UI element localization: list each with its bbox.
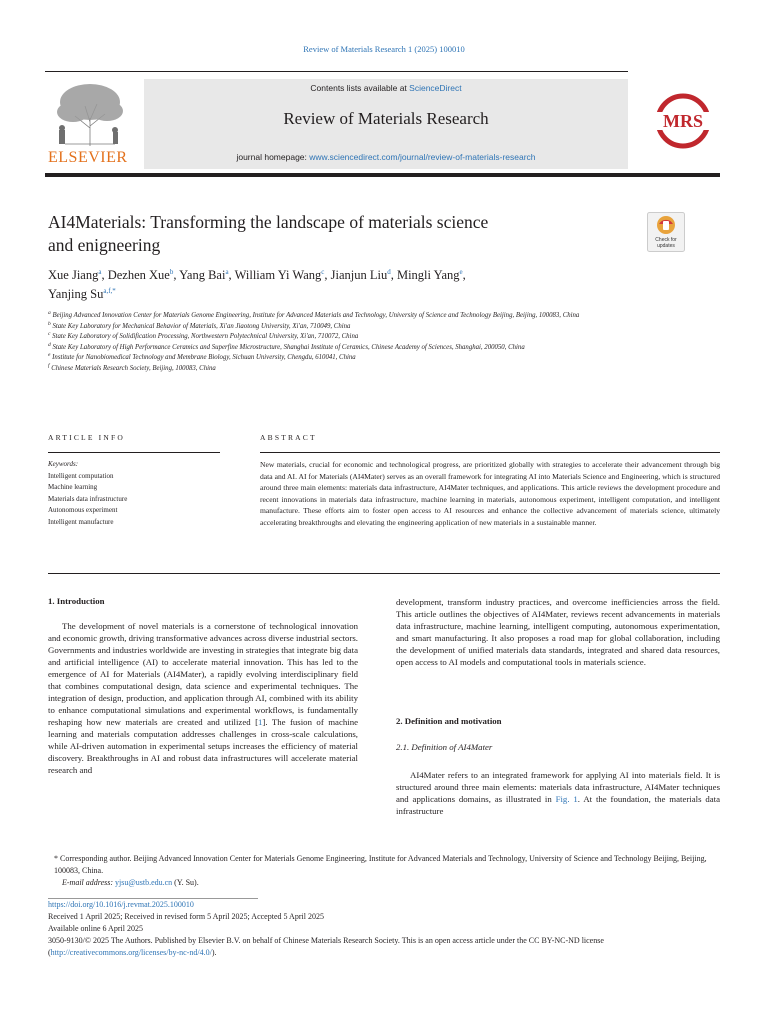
- email-line: [48, 877, 720, 889]
- author-separator: ,: [228, 268, 235, 282]
- journal-homepage-line: [144, 152, 628, 162]
- author-list: [48, 266, 648, 304]
- author-separator: ,: [173, 268, 180, 282]
- affiliation-text: State Key Laboratory of Solidification Processing, Northwestern Polytechnical University, Xi'an, 710072, China: [52, 333, 359, 340]
- abstract-rule: [260, 452, 720, 453]
- article-info-heading: ARTICLE INFO: [48, 433, 125, 442]
- definition-text-part-1: AI4Mater refers to an integrated framework for applying AI into materials field. It is structured around three main elements: materials data infrastructure, AI4Mater techniques and applications domains, as illustrated in: [396, 770, 720, 804]
- title-line-1: AI4Materials: Transforming the landscape of materials science: [48, 212, 489, 232]
- license-text: 3050-9130/© 2025 The Authors. Published by Elsevier B.V. on behalf of Chinese Materials Research Society. This is an open access article under the CC BY-NC-ND license (: [48, 936, 604, 957]
- author-affiliation-mark[interactable]: b: [169, 268, 174, 276]
- journal-banner: [144, 79, 628, 169]
- section-2-heading: 2. Definition and motivation: [396, 716, 502, 726]
- keyword-item[interactable]: Autonomous experiment: [48, 506, 118, 514]
- author-name[interactable]: Jianjun Liu: [330, 268, 388, 282]
- sciencedirect-link[interactable]: ScienceDirect: [409, 83, 462, 93]
- check-updates-line-1: Check for: [655, 237, 677, 243]
- email-link[interactable]: yjsu@ustb.edu.cn: [115, 878, 173, 887]
- section-1-heading: 1. Introduction: [48, 596, 105, 606]
- article-info-rule: [48, 452, 220, 453]
- check-updates-line-2: updates: [657, 243, 675, 249]
- journal-reference-link[interactable]: Review of Materials Research 1 (2025) 100010: [303, 44, 465, 54]
- affiliation-key: a: [48, 310, 51, 316]
- title-line-2: and enigneering: [48, 235, 161, 255]
- keywords-block: [48, 459, 218, 528]
- journal-title[interactable]: Review of Materials Research: [283, 109, 489, 128]
- author-separator: ,: [101, 268, 108, 282]
- author-name[interactable]: William Yi Wang: [234, 268, 322, 282]
- affiliation-item: [48, 311, 638, 322]
- affiliation-key: c: [48, 331, 51, 337]
- affiliation-item: [48, 343, 638, 354]
- keyword-item[interactable]: Machine learning: [48, 483, 98, 491]
- definition-paragraph: [396, 769, 720, 817]
- check-for-updates-icon[interactable]: [647, 212, 685, 252]
- affiliation-key: b: [48, 320, 51, 327]
- affiliation-item: [48, 353, 638, 364]
- section-2-1-heading: 2.1. Definition of AI4Mater: [396, 742, 493, 752]
- email-suffix: (Y. Su).: [172, 878, 199, 887]
- affiliation-key: d: [48, 341, 51, 348]
- intro-continued-paragraph: development, transform industry practices, and overcome inefficiencies arross the field. This article outlines the objectives of AI4Mater, reviews recent advancements in materials data infrastructure, machine learning, intelligent computing, autonomous experimentation, and smart manufacturing. It also proposes a road map for global collaboration, including the development of unified materials data standards, integrated and shared data resources, open access to AI models and computational tools in materials science.: [396, 597, 720, 667]
- keyword-item[interactable]: Materials data infrastructure: [48, 494, 128, 503]
- affiliation-key: f: [48, 362, 50, 369]
- affiliation-item: [48, 322, 638, 333]
- intro-text-part-2: ]. The fusion of machine learning and materials computation addresses challenges in cross-scale calculations, while AI-driven automation in experimental setups increases the efficiency of material discovery. Breakthroughs in AI and robust data infrastructures will accelerate material research and: [48, 717, 358, 775]
- journal-homepage-link[interactable]: www.sciencedirect.com/journal/review-of-materials-research: [309, 152, 536, 162]
- affiliation-key: e: [48, 352, 51, 358]
- author-separator: ,: [390, 268, 397, 282]
- author-affiliation-mark[interactable]: a,f,*: [103, 287, 116, 295]
- intro-paragraph: [48, 620, 358, 776]
- abstract-bottom-rule: [48, 573, 720, 574]
- license-end: ).: [211, 948, 217, 957]
- affiliation-text: Chinese Materials Research Society, Beijing, 100083, China: [51, 364, 216, 372]
- intro-text-part-1: The development of novel materials is a cornerstone of technological innovation and economic growth, driving transformative advances across diverse industrial sectors. Governments and industries worldwide are investing in strategies that integrate big data and artificial intelligence (AI) to accelerate material innovation. This has led to the emergence of AI for Materials (AI4Mater), a rapidly evolving interdisciplinary field that combines computational design, data science and experimental techniques. The integration of design, production, and application through AI, combined with its ability to enhance computational simulations and experimental workflows, is fundamentally reshaping how new materials are created and utilized [: [48, 621, 358, 727]
- contents-prefix: Contents lists available at: [310, 83, 410, 93]
- author-separator: ,: [324, 268, 331, 282]
- author-separator: ,: [462, 268, 466, 282]
- license-link[interactable]: http://creativecommons.org/licenses/by-nc-nd/4.0/: [50, 948, 212, 957]
- license-statement: [48, 935, 720, 959]
- keyword-item[interactable]: Intelligent manufacture: [48, 517, 114, 526]
- author-affiliation-mark[interactable]: e: [459, 268, 463, 276]
- keywords-label: Keywords:: [48, 460, 79, 468]
- citation-link[interactable]: 1: [258, 717, 263, 727]
- author-name[interactable]: Mingli Yang: [396, 268, 460, 282]
- definition-text-part-2: . At the foundation, the materials data infrastructure: [396, 794, 720, 816]
- article-title: [48, 211, 608, 257]
- author-affiliation-mark[interactable]: a: [225, 268, 229, 276]
- email-label: E-mail address:: [62, 878, 116, 887]
- contents-available-line: [144, 83, 628, 93]
- corresponding-author-footnote: [48, 853, 720, 889]
- header-thick-rule: [45, 173, 720, 177]
- author-name[interactable]: Yanjing Su: [48, 287, 104, 301]
- author-name[interactable]: Yang Bai: [179, 268, 226, 282]
- affiliation-item: [48, 332, 638, 343]
- affiliation-text: State Key Laboratory of High Performance Ceramics and Superfine Microstructure, Shanghai Institute of Ceramics, Chinese Academy of Sciences, Shanghai, 200050, China: [52, 343, 525, 351]
- author-name[interactable]: Dezhen Xue: [107, 268, 170, 282]
- received-dates: Received 1 April 2025; Received in revised form 5 April 2025; Accepted 5 April 2025: [48, 912, 324, 921]
- affiliation-text: Beijing Advanced Innovation Center for Materials Genome Engineering, Institute for Advanced Materials and Technology, University of Science and Technology Beijing, Beijing, 100083, China: [52, 312, 580, 319]
- mrs-logo-text: MRS: [663, 111, 703, 131]
- affiliation-item: [48, 364, 638, 375]
- available-online: Available online 6 April 2025: [48, 924, 143, 933]
- affiliation-text: Institute for Nanobiomedical Technology and Membrane Biology, Sichuan University, Chengdu, 610041, China: [52, 354, 356, 361]
- corresponding-author-text: * Corresponding author. Beijing Advanced Innovation Center for Materials Genome Engineering, Institute for Advanced Materials and Technology, University of Science and Technology Beijing, Beijing, 100083, China.: [54, 854, 707, 875]
- elsevier-tree-icon: [45, 78, 135, 148]
- elsevier-logo[interactable]: [45, 78, 135, 168]
- author-affiliation-mark[interactable]: a: [98, 268, 102, 276]
- affiliation-text: State Key Laboratory for Mechanical Behavior of Materials, Xi'an Jiaotong University, Xi'an, 710049, China: [52, 322, 351, 330]
- author-affiliation-mark[interactable]: d: [387, 268, 391, 276]
- publication-info-block: [48, 899, 720, 959]
- header-rule: [45, 71, 628, 72]
- mrs-logo[interactable]: [641, 92, 725, 150]
- affiliation-list: [48, 311, 638, 374]
- doi-link[interactable]: https://doi.org/10.1016/j.revmat.2025.100010: [48, 900, 194, 909]
- elsevier-wordmark: ELSEVIER: [48, 149, 128, 166]
- homepage-label: journal homepage:: [236, 152, 310, 162]
- abstract-text: New materials, crucial for economic and technological progress, are prioritized globally with strategies to accelerate their advancement through big data and AI. AI for Materials (AI4Mater) serves as an overall framework for integrating AI into Materials Science and Engineering, which is structured around three main elements: materials data infrastructure, AI4Mater techniques, and applications. This article reviews the development procedure and recent innovations in materials data infrastructure, machine learning in materials, autonomous experiment, intelligent computation, and intelligent manufacture. These efforts aim to foster open access to AI resources and enhance the collective advancement of materials science, ultimately accelerating breakthroughs and elevating the engineering application of new materials in a sustainable manner.: [260, 460, 720, 527]
- abstract-heading: ABSTRACT: [260, 433, 317, 442]
- author-affiliation-mark[interactable]: c: [321, 268, 325, 276]
- author-name[interactable]: Xue Jiang: [48, 268, 99, 282]
- figure-1-link[interactable]: Fig. 1: [555, 794, 578, 804]
- keyword-item[interactable]: Intelligent computation: [48, 471, 114, 480]
